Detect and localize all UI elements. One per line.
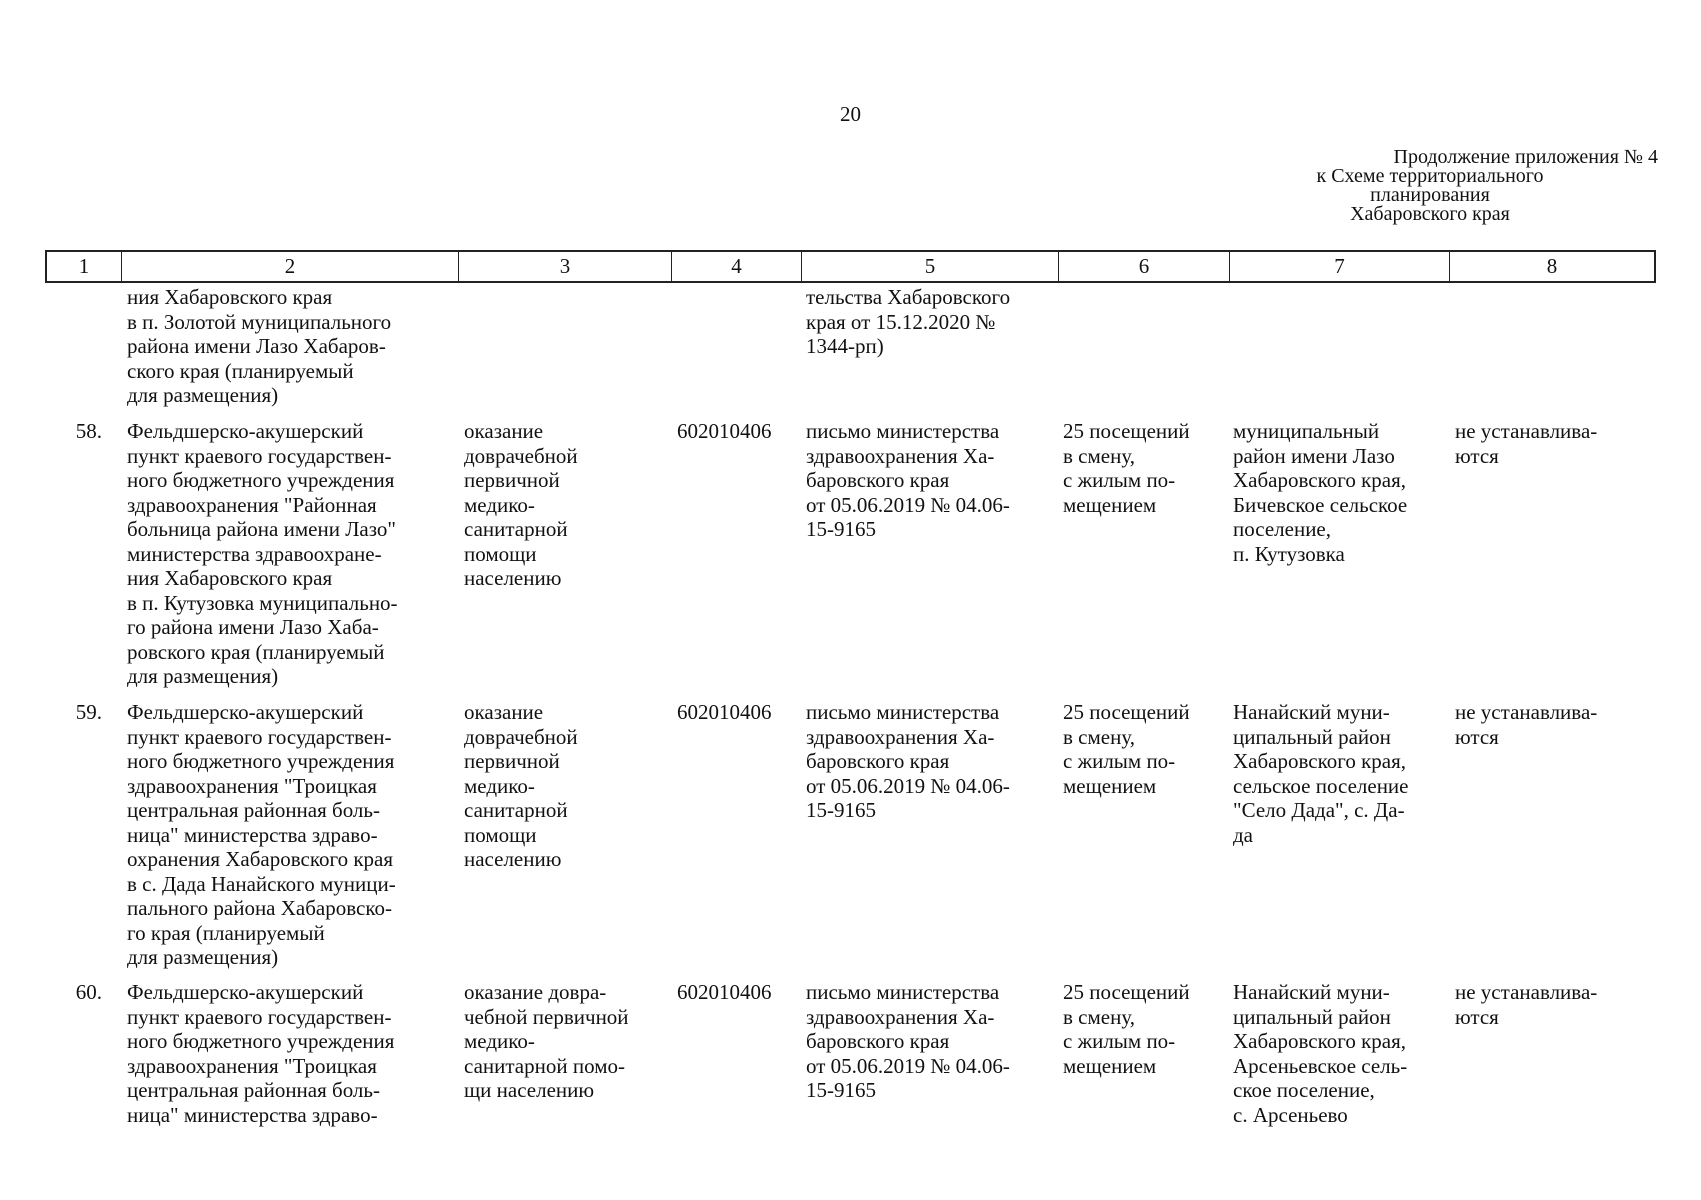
appendix-note-line: к Схеме территориального bbox=[1316, 165, 1544, 187]
column-header-6: 6 bbox=[1058, 252, 1229, 281]
row-number-cell: 59. bbox=[75, 700, 102, 724]
appendix-note-line: Хабаровского края bbox=[1350, 203, 1510, 225]
facility-name-cell: ния Хабаровского края в п. Золотой муниципального района имени Лазо Хабаров- ского края (планируемый для размещения) bbox=[127, 285, 392, 407]
code-cell: 602010406 bbox=[677, 980, 772, 1004]
appendix-note-line: Продолжение приложения № 4 bbox=[1393, 146, 1658, 168]
facility-name-cell: Фельдшерско-акушерский пункт краевого государствен- ного бюджетного учреждения здравоохранения "Троицкая центральная районная боль- ница" министерства здраво- bbox=[127, 980, 395, 1127]
restriction-zones-cell: не устанавлива- ются bbox=[1455, 980, 1598, 1029]
basis-cell: письмо министерства здравоохранения Ха- баровского края от 05.06.2019 № 04.06- 15-9165 bbox=[806, 980, 1010, 1102]
code-cell: 602010406 bbox=[677, 700, 772, 724]
purpose-cell: оказание довра- чебной первичной медико- санитарной помо- щи населению bbox=[464, 980, 629, 1102]
column-header-4: 4 bbox=[671, 252, 801, 281]
table-column-header-row bbox=[45, 250, 1656, 283]
purpose-cell: оказание доврачебной первичной медико- санитарной помощи населению bbox=[464, 700, 578, 871]
location-cell: Нанайский муни- ципальный район Хабаровского края, Арсеньевское сель- ское поселение, с. Арсеньево bbox=[1233, 980, 1408, 1127]
appendix-note-line: планирования bbox=[1370, 184, 1490, 206]
code-cell: 602010406 bbox=[677, 419, 772, 443]
column-header-1: 1 bbox=[78, 254, 90, 278]
basis-cell: тельства Хабаровского края от 15.12.2020 № 1344-рп) bbox=[806, 285, 1011, 358]
page-number: 20 bbox=[840, 102, 861, 126]
facility-name-cell: Фельдшерско-акушерский пункт краевого государствен- ного бюджетного учреждения здравоохранения "Районная больница района имени Лазо" министерства здравоохране- ния Хабаровского края в п. Кутузовка муниципально- го района имени Лазо Хаба- ровского края (планируемый для размещения) bbox=[127, 419, 398, 688]
column-header-8: 8 bbox=[1449, 252, 1654, 281]
column-header-5: 5 bbox=[801, 252, 1058, 281]
capacity-cell: 25 посещений в смену, с жилым по- мещением bbox=[1063, 980, 1190, 1078]
appendix-note bbox=[1200, 148, 1660, 224]
capacity-cell: 25 посещений в смену, с жилым по- мещением bbox=[1063, 419, 1190, 517]
location-cell: муниципальный район имени Лазо Хабаровского края, Бичевское сельское поселение, п. Кутузовка bbox=[1233, 419, 1408, 566]
row-number-cell: 60. bbox=[75, 980, 102, 1004]
basis-cell: письмо министерства здравоохранения Ха- баровского края от 05.06.2019 № 04.06- 15-9165 bbox=[806, 700, 1010, 822]
basis-cell: письмо министерства здравоохранения Ха- баровского края от 05.06.2019 № 04.06- 15-9165 bbox=[806, 419, 1010, 541]
facility-name-cell: Фельдшерско-акушерский пункт краевого государствен- ного бюджетного учреждения здравоохранения "Троицкая центральная районная боль- ница" министерства здраво- охранения Хабаровского края в с. Дада Нанайского муници- пального района Хабаровско- го края (планируемый для размещения) bbox=[127, 700, 396, 969]
restriction-zones-cell: не устанавлива- ются bbox=[1455, 700, 1598, 749]
restriction-zones-cell: не устанавлива- ются bbox=[1455, 419, 1598, 468]
column-header-7: 7 bbox=[1229, 252, 1449, 281]
location-cell: Нанайский муни- ципальный район Хабаровского края, сельское поселение "Село Дада", с. Да- да bbox=[1233, 700, 1409, 847]
column-header-2: 2 bbox=[121, 252, 458, 281]
purpose-cell: оказание доврачебной первичной медико- санитарной помощи населению bbox=[464, 419, 578, 590]
capacity-cell: 25 посещений в смену, с жилым по- мещением bbox=[1063, 700, 1190, 798]
row-number-cell: 58. bbox=[75, 419, 102, 443]
column-header-3: 3 bbox=[458, 252, 671, 281]
